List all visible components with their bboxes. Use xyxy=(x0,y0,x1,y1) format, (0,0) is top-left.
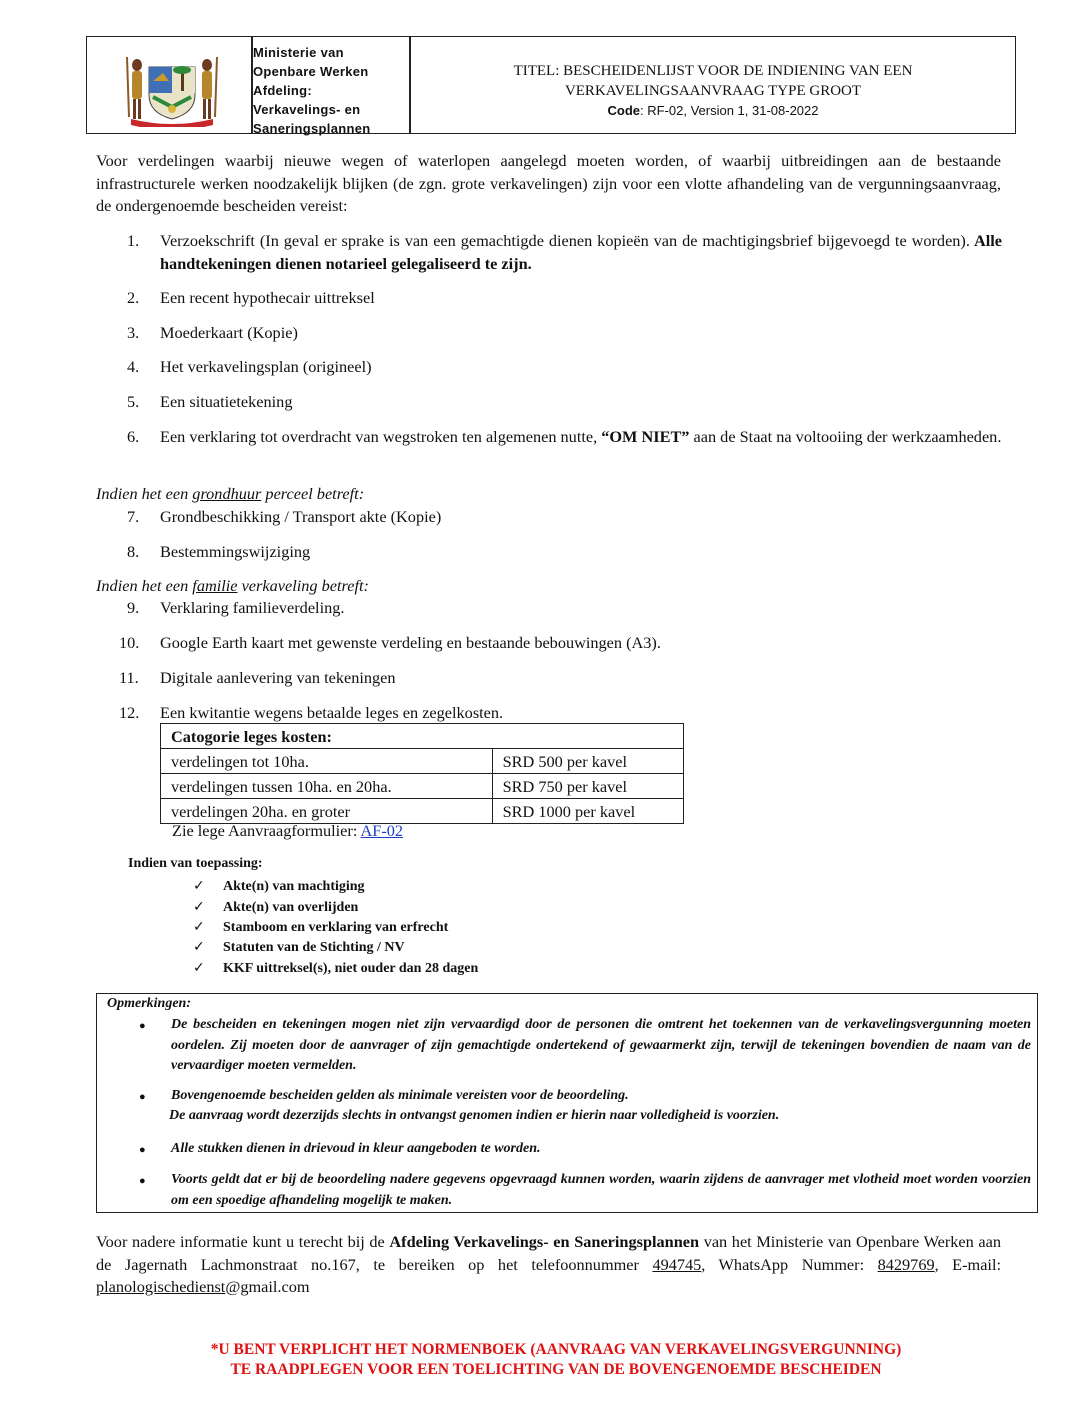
email-user: planologischedienst xyxy=(96,1277,226,1296)
list-item: Een recent hypothecair uittreksel xyxy=(160,288,375,307)
warning-notice xyxy=(96,1340,1016,1380)
remarks-title: Opmerkingen: xyxy=(107,996,191,1011)
contact-text: van het Ministerie van Openbare Werken aan de Jagernath Lachmonstraat no.167, te bereiken op het telefoonnummer xyxy=(96,1232,1001,1274)
item-number: 11. xyxy=(119,668,139,687)
header-divider xyxy=(409,37,411,133)
section-underlined: grondhuur xyxy=(192,484,262,503)
item-text: aan de Staat na voltooiing der werkzaamheden. xyxy=(689,427,1002,446)
remark-item: Bovengenoemde bescheiden gelden als minimale vereisten voor de beoordeling. xyxy=(171,1088,629,1103)
table-cell-cost: SRD 750 per kavel xyxy=(492,774,683,799)
section-underlined: familie xyxy=(192,576,238,595)
item-text: Een verklaring tot overdracht van wegstroken ten algemenen nutte, xyxy=(160,427,598,446)
item-number: 4. xyxy=(127,357,140,376)
item-text: Verzoekschrift (In geval er sprake is van een gemachtigde dienen kopieën van de machtigingsbrief bijgevoegd te worden). xyxy=(160,231,970,250)
table-cell-cost: SRD 1000 per kavel xyxy=(492,799,683,824)
whatsapp-number: 8429769 xyxy=(877,1254,935,1274)
document-header xyxy=(86,36,1016,134)
fees-table xyxy=(160,723,684,824)
checklist-text: Akte(n) van overlijden xyxy=(223,900,359,915)
form-reference-text: Zie lege Aanvraagformulier: xyxy=(172,821,361,840)
ministry-line: Ministerie van xyxy=(253,45,344,60)
bullet-icon: ● xyxy=(139,1020,146,1032)
checklist-item xyxy=(193,897,358,918)
warning-line: *U BENT VERPLICHT HET NORMENBOEK (AANVRAAG VAN VERKAVELINGSVERGUNNING) xyxy=(210,1341,902,1358)
remark-item: Alle stukken dienen in drievoud in kleur aangeboden te worden. xyxy=(171,1141,541,1156)
table-header-cell: Catogorie leges kosten: xyxy=(161,724,684,749)
list-item: Het verkavelingsplan (origineel) xyxy=(160,357,372,376)
list-item: Digitale aanlevering van tekeningen xyxy=(160,668,396,687)
code-value: : RF-02, Version 1, 31-08-2022 xyxy=(640,103,819,118)
table-row xyxy=(161,774,684,799)
section-text: verkaveling betreft: xyxy=(237,576,369,595)
bullet-icon: ● xyxy=(139,1144,146,1156)
phone-number: 494745 xyxy=(652,1254,702,1274)
coat-of-arms-icon xyxy=(117,47,227,127)
table-row xyxy=(161,799,684,824)
checkmark-icon: ✓ xyxy=(193,960,205,976)
checkmark-icon: ✓ xyxy=(193,899,205,915)
section-heading-grondhuur xyxy=(96,483,364,505)
ministry-line: Openbare Werken xyxy=(253,64,369,79)
checklist-item xyxy=(193,958,478,979)
ministry-name xyxy=(253,43,407,138)
section-text: Indien het een xyxy=(96,576,193,595)
contact-paragraph xyxy=(96,1231,1001,1299)
table-cell-category: verdelingen 20ha. en groter xyxy=(161,799,493,824)
list-item: Een kwitantie wegens betaalde leges en zegelkosten. xyxy=(160,703,504,722)
remark-item: De aanvraag wordt dezerzijds slechts in ontvangst genomen indien er hierin naar volledigheid is voorzien. xyxy=(169,1108,780,1123)
list-item: Google Earth kaart met gewenste verdeling en bestaande bebouwingen (A3). xyxy=(160,633,661,652)
form-reference xyxy=(172,821,403,841)
title-line: VERKAVELINGSAANVRAAG TYPE GROOT xyxy=(564,83,862,99)
checklist-item xyxy=(193,917,448,938)
contact-text: , E-mail: xyxy=(934,1254,1001,1274)
table-cell-category: verdelingen tot 10ha. xyxy=(161,749,493,774)
checklist-item xyxy=(193,937,405,958)
list-item xyxy=(160,426,1002,449)
item-bold-text: Alle handtekeningen dienen notarieel gelegaliseerd te zijn. xyxy=(160,231,1003,273)
table-header-row xyxy=(161,724,684,749)
department-name: Afdeling Verkavelings- en Saneringsplannen xyxy=(389,1232,700,1251)
table-cell-category: verdelingen tussen 10ha. en 20ha. xyxy=(161,774,493,799)
bullet-icon: ● xyxy=(139,1175,146,1187)
checkmark-icon: ✓ xyxy=(193,919,205,935)
contact-text: Voor nadere informatie kunt u terecht bij de xyxy=(96,1232,390,1251)
item-number: 3. xyxy=(127,323,140,342)
ministry-line: Saneringsplannen xyxy=(253,121,371,136)
list-item: Verklaring familieverdeling. xyxy=(160,598,345,617)
ministry-line: Afdeling: xyxy=(253,83,313,98)
table-row xyxy=(161,749,684,774)
section-text: perceel betreft: xyxy=(261,484,365,503)
item-number: 10. xyxy=(119,633,140,652)
item-number: 1. xyxy=(127,231,140,250)
list-item: Moederkaart (Kopie) xyxy=(160,323,298,342)
document-code xyxy=(413,101,1013,121)
item-number: 2. xyxy=(127,288,140,307)
item-number: 5. xyxy=(127,392,140,411)
ministry-line: Verkavelings- en xyxy=(253,102,361,117)
checklist-text: Akte(n) van machtiging xyxy=(223,879,365,894)
section-heading-familie xyxy=(96,575,369,597)
checklist-item xyxy=(193,876,365,897)
item-number: 7. xyxy=(127,507,140,526)
remarks-box xyxy=(96,993,1038,1213)
email-domain: @gmail.com xyxy=(225,1277,310,1296)
item-number: 8. xyxy=(127,542,140,561)
list-item: Grondbeschikking / Transport akte (Kopie) xyxy=(160,507,442,526)
list-item xyxy=(160,230,1002,275)
applicable-heading: Indien van toepassing: xyxy=(128,856,263,871)
item-number: 9. xyxy=(127,598,140,617)
title-line: TITEL: BESCHEIDENLIJST VOOR DE INDIENING VAN EEN xyxy=(513,63,913,79)
af-02-link[interactable]: AF-02 xyxy=(360,821,404,840)
remark-item: De bescheiden en tekeningen mogen niet zijn vervaardigd door de personen die omtrent het toekennen van de verkavelingsvergunning moeten oordelen. Zij moeten door de aanvrager of zijn gemachtigde ondertekend of gewaarmerkt zijn, terwijl de tekeningen bovendien de naam van de vervaardiger moeten vermelden. xyxy=(171,1017,1031,1073)
list-item: Een situatietekening xyxy=(160,392,293,411)
bullet-icon: ● xyxy=(139,1091,146,1103)
intro-paragraph: Voor verdelingen waarbij nieuwe wegen of waterlopen aangelegd moeten worden, of waarbij uitbreidingen aan de bestaande infrastructurele werken noodzakelijk blijken (de zgn. grote verkavelingen) zijn voor een vlotte afhandeling van de vergunningsaanvraag, de ondergenoemde bescheiden vereist: xyxy=(96,151,1001,215)
table-cell-cost: SRD 500 per kavel xyxy=(492,749,683,774)
document-title xyxy=(413,61,1013,121)
list-item: Bestemmingswijziging xyxy=(160,542,311,561)
item-number: 12. xyxy=(119,703,140,722)
section-text: Indien het een xyxy=(96,484,193,503)
code-label: Code xyxy=(607,103,640,118)
checklist-text: KKF uittreksel(s), niet ouder dan 28 dagen xyxy=(223,961,479,976)
warning-line: TE RAADPLEGEN VOOR EEN TOELICHTING VAN DE BOVENGENOEMDE BESCHEIDEN xyxy=(230,1361,882,1378)
item-number: 6. xyxy=(127,427,140,446)
remark-item: Voorts geldt dat er bij de beoordeling nadere gegevens opgevraagd kunnen worden, waarin zijdens de aanvrager met vlotheid moet worden voorzien om een spoedige afhandeling mogelijk te maken. xyxy=(171,1172,1031,1208)
checkmark-icon: ✓ xyxy=(193,878,205,894)
contact-text: , WhatsApp Nummer: xyxy=(701,1254,878,1274)
item-bold-text: “OM NIET” xyxy=(597,427,690,446)
checklist-text: Statuten van de Stichting / NV xyxy=(223,940,405,955)
checkmark-icon: ✓ xyxy=(193,939,205,955)
checklist-text: Stamboom en verklaring van erfrecht xyxy=(223,920,449,935)
